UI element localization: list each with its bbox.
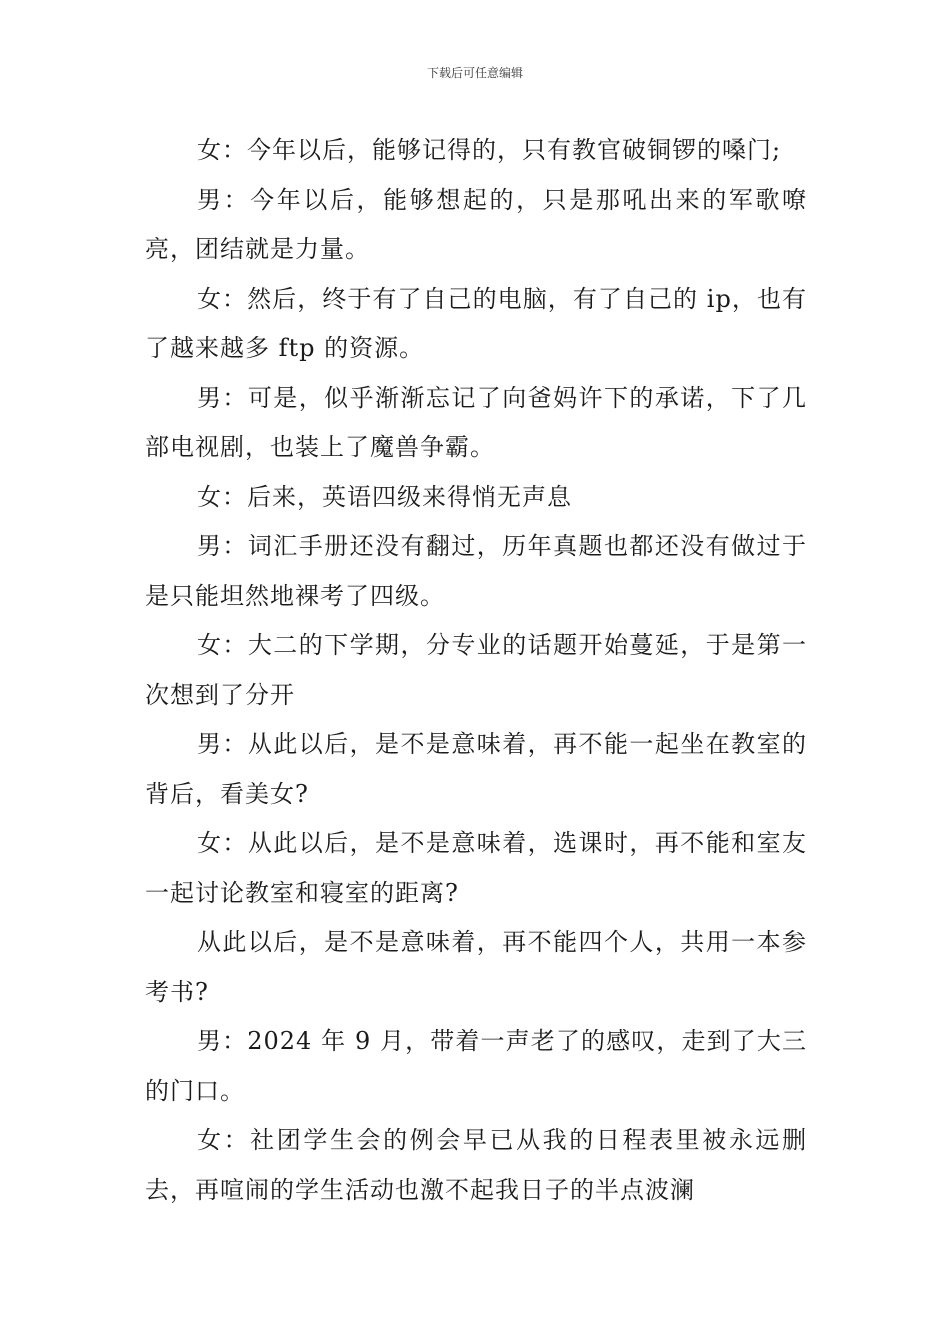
- page-header: 下载后可任意编辑: [426, 66, 523, 80]
- paragraph: 男：2024 年 9 月，带着一声老了的感叹，走到了大三的门口。: [145, 1027, 807, 1105]
- paragraph: 女：然后，终于有了自己的电脑，有了自己的 ip，也有了越来越多 ftp 的资源。: [145, 284, 807, 362]
- document-body: [145, 126, 807, 1215]
- paragraph: 女：后来，英语四级来得悄无声息: [197, 482, 572, 511]
- paragraph: 从此以后，是不是意味着，再不能四个人，共用一本参考书?: [145, 928, 807, 1006]
- paragraph: 女：从此以后，是不是意味着，选课时，再不能和室友一起讨论教室和寝室的距离?: [145, 829, 807, 907]
- paragraph: 男：词汇手册还没有翻过，历年真题也都还没有做过于是只能坦然地裸考了四级。: [145, 532, 807, 610]
- paragraph: 男：今年以后，能够想起的，只是那吼出来的军歌嘹亮，团结就是力量。: [145, 185, 807, 263]
- paragraph: 男：从此以后，是不是意味着，再不能一起坐在教室的背后，看美女?: [145, 730, 807, 808]
- paragraph: 女：今年以后，能够记得的，只有教官破铜锣的嗓门;: [197, 136, 782, 164]
- paragraph: 男：可是，似乎渐渐忘记了向爸妈许下的承诺，下了几部电视剧，也装上了魔兽争霸。: [145, 383, 807, 461]
- paragraph: 女：大二的下学期，分专业的话题开始蔓延，于是第一次想到了分开: [145, 631, 807, 709]
- paragraph: 女：社团学生会的例会早已从我的日程表里被永远删去，再喧闹的学生活动也激不起我日子的半点波澜: [145, 1126, 807, 1204]
